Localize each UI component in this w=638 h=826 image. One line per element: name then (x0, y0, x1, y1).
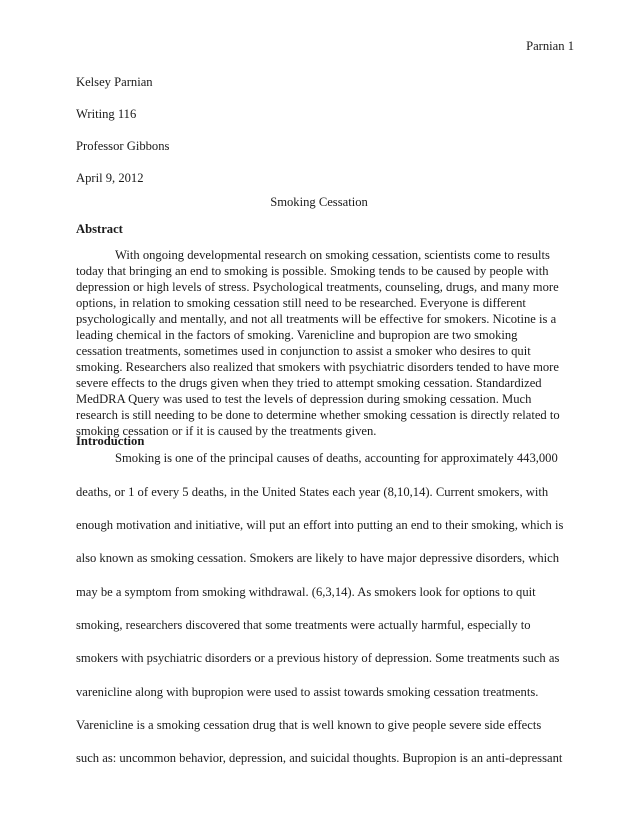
author-name: Kelsey Parnian (76, 75, 153, 89)
introduction-line: varenicline along with bupropion were used to assist towards smoking cessation treatments. (76, 685, 539, 699)
abstract-heading: Abstract (76, 222, 123, 236)
abstract-line: smoking cessation or if it is caused by the treatments given. (76, 424, 377, 438)
introduction-line: Smoking is one of the principal causes of deaths, accounting for approximately 443,000 (115, 451, 558, 465)
abstract-line: psychologically and mentally, and not all treatments will be effective for smokers. Nicotine is a (76, 312, 557, 326)
abstract-line: MedDRA Query was used to test the levels of depression during smoking cessation. Much (76, 392, 532, 406)
introduction-line: smokers with psychiatric disorders or a previous history of depression. Some treatments such as (76, 651, 560, 665)
abstract-line: severe effects to the drugs given when they tried to attempt smoking cessation. Standardized (76, 376, 542, 390)
introduction-heading: Introduction (76, 434, 145, 448)
running-head: Parnian 1 (526, 39, 574, 53)
abstract-line: options, in relation to smoking cessation still need to be researched. Everyone is different (76, 296, 526, 310)
abstract-line: leading chemical in the factors of smoking. Varenicline and bupropion are two smoking (76, 328, 518, 342)
introduction-line: enough motivation and initiative, will put an effort into putting an end to their smoking, which is (76, 518, 564, 532)
introduction-line: Varenicline is a smoking cessation drug that is well known to give people severe side effects (76, 718, 542, 732)
paper-date: April 9, 2012 (76, 171, 144, 185)
abstract-line: research is still needing to be done to determine whether smoking cessation is directly related to (76, 408, 560, 422)
professor-name: Professor Gibbons (76, 139, 170, 153)
abstract-line: smoking. Researchers also realized that smokers with psychiatric disorders tended to have more (76, 360, 559, 374)
abstract-line: cessation treatments, sometimes used in conjunction to assist a smoker who desires to quit (76, 344, 531, 358)
introduction-line: deaths, or 1 of every 5 deaths, in the United States each year (8,10,14). Current smokers, with (76, 485, 549, 499)
abstract-line: today that bringing an end to smoking is possible. Smoking tends to be caused by people with (76, 264, 549, 278)
abstract-line: With ongoing developmental research on smoking cessation, scientists come to results (115, 248, 550, 262)
paper-title: Smoking Cessation (270, 195, 368, 209)
introduction-line: such as: uncommon behavior, depression, and suicidal thoughts. Bupropion is an anti-depressant (76, 751, 563, 765)
course-name: Writing 116 (76, 107, 137, 121)
introduction-line: also known as smoking cessation. Smokers are likely to have major depressive disorders, which (76, 551, 560, 565)
abstract-line: depression or high levels of stress. Psychological treatments, counseling, drugs, and many more (76, 280, 559, 294)
introduction-line: may be a symptom from smoking withdrawal. (6,3,14). As smokers look for options to quit (76, 585, 536, 599)
introduction-line: smoking, researchers discovered that some treatments were actually harmful, especially to (76, 618, 531, 632)
